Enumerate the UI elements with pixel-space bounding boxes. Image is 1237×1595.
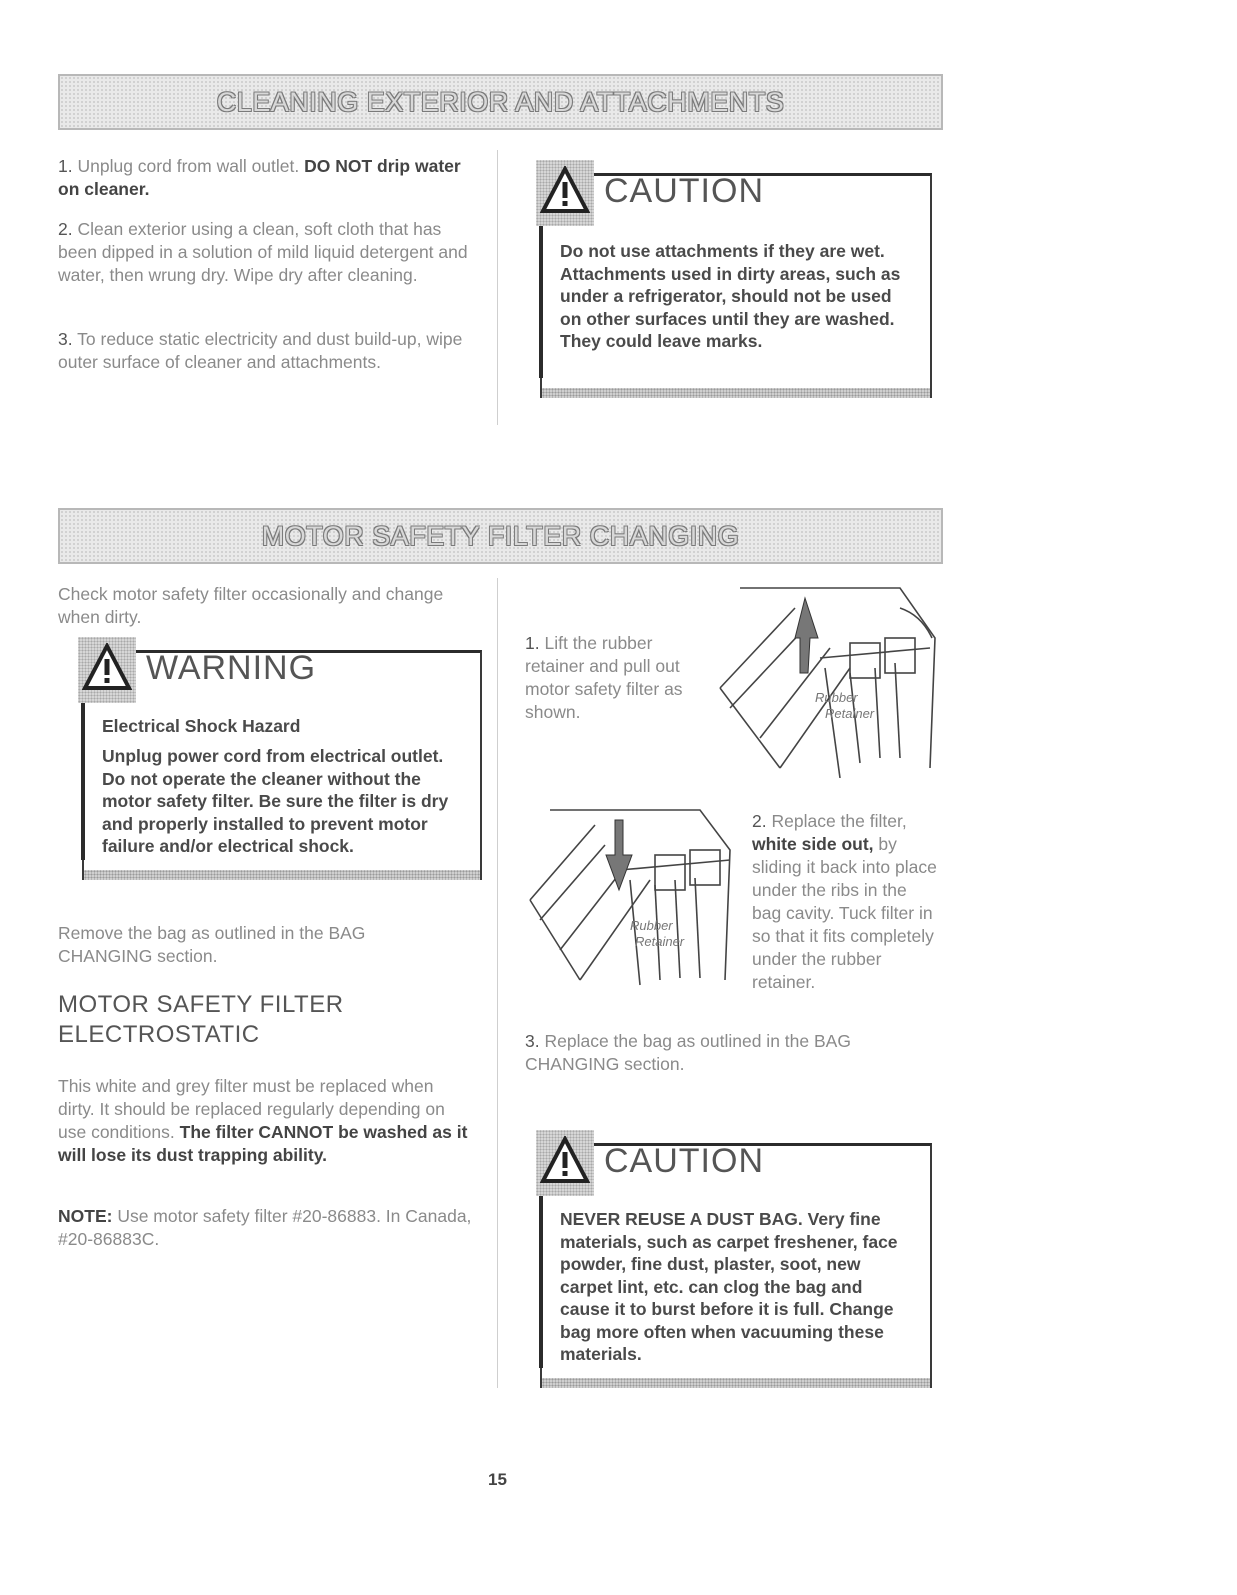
cleaning-step-1: 1. Unplug cord from wall outlet. DO NOT drip water on cleaner. [58, 156, 461, 199]
warning-triangle-icon [536, 160, 594, 226]
filter-intro: Check motor safety filter occasionally and change when dirty. [58, 584, 444, 627]
section-banner-motor-filter [58, 508, 943, 564]
warning-triangle-icon [536, 1130, 594, 1196]
figure-label-rubber: Rubber [815, 690, 858, 705]
cleaning-step-3: 3. To reduce static electricity and dust build-up, wipe outer surface of cleaner and attachments. [58, 329, 463, 372]
warning-text: Unplug power cord from electrical outlet. Do not operate the cleaner without the motor safety filter. Be sure the filter is dry and properly installed to prevent motor failure and/or electrical shock. [102, 746, 449, 856]
column-divider [497, 578, 498, 1388]
filter-step-2: 2. Replace the filter, white side out, by sliding it back into place under the ribs in the bag cavity. Tuck filter in so that it fits completely under the rubber retainer. [752, 811, 937, 992]
subheading-electrostatic: ELECTROSTATIC [58, 1021, 260, 1048]
page-number: 15 [488, 1470, 507, 1489]
subheading-motor-safety-filter: MOTOR SAFETY FILTER [58, 991, 344, 1018]
caution-heading: CAUTION [604, 1142, 764, 1180]
column-divider [497, 150, 498, 425]
filter-removal-illustration [700, 578, 940, 778]
figure-label-rubber: Rubber [630, 918, 673, 933]
filter-step-3: 3. Replace the bag as outlined in the BAG CHANGING section. [525, 1031, 851, 1074]
section-title-cleaning: CLEANING EXTERIOR AND ATTACHMENTS [216, 86, 785, 117]
warning-triangle-icon [78, 637, 136, 703]
remove-bag-text: Remove the bag as outlined in the BAG CHANGING section. [58, 923, 366, 966]
caution-text: NEVER REUSE A DUST BAG. Very fine materials, such as carpet freshener, face powder, fine dust, plaster, soot, new carpet lint, etc. can clog the bag and cause it to burst before it is full. Change bag more often when vacuuming these materials. [560, 1209, 898, 1364]
figure-label-retainer: Retainer [635, 934, 685, 949]
warning-heading: WARNING [146, 649, 317, 687]
caution-heading: CAUTION [604, 172, 764, 210]
filter-description: This white and grey filter must be replaced when dirty. It should be replaced regularly depending on use conditions. The filter CANNOT be washed as it will lose its dust trapping ability. [58, 1076, 468, 1165]
figure-label-retainer: Retainer [825, 706, 875, 721]
cleaning-step-2: 2. Clean exterior using a clean, soft cloth that has been dipped in a solution of mild liquid detergent and water, then wrung dry. Wipe dry after cleaning. [58, 219, 468, 285]
caution-box-dust-bag [540, 1143, 932, 1388]
filter-step-1: 1. Lift the rubber retainer and pull out motor safety filter as shown. [525, 633, 683, 722]
warning-subheading: Electrical Shock Hazard [102, 716, 301, 736]
section-banner-cleaning [58, 74, 943, 130]
filter-replacement-illustration [520, 800, 745, 990]
caution-box-attachments [540, 173, 932, 398]
section-title-motor-filter: MOTOR SAFETY FILTER CHANGING [261, 520, 740, 551]
filter-note: NOTE: Use motor safety filter #20-86883. In Canada, #20-86883C. [58, 1206, 472, 1249]
caution-text: Do not use attachments if they are wet. Attachments used in dirty areas, such as under a refrigerator, should not be used on other surfaces until they are washed. They could leave marks. [560, 241, 901, 351]
warning-box-shock [82, 650, 482, 880]
